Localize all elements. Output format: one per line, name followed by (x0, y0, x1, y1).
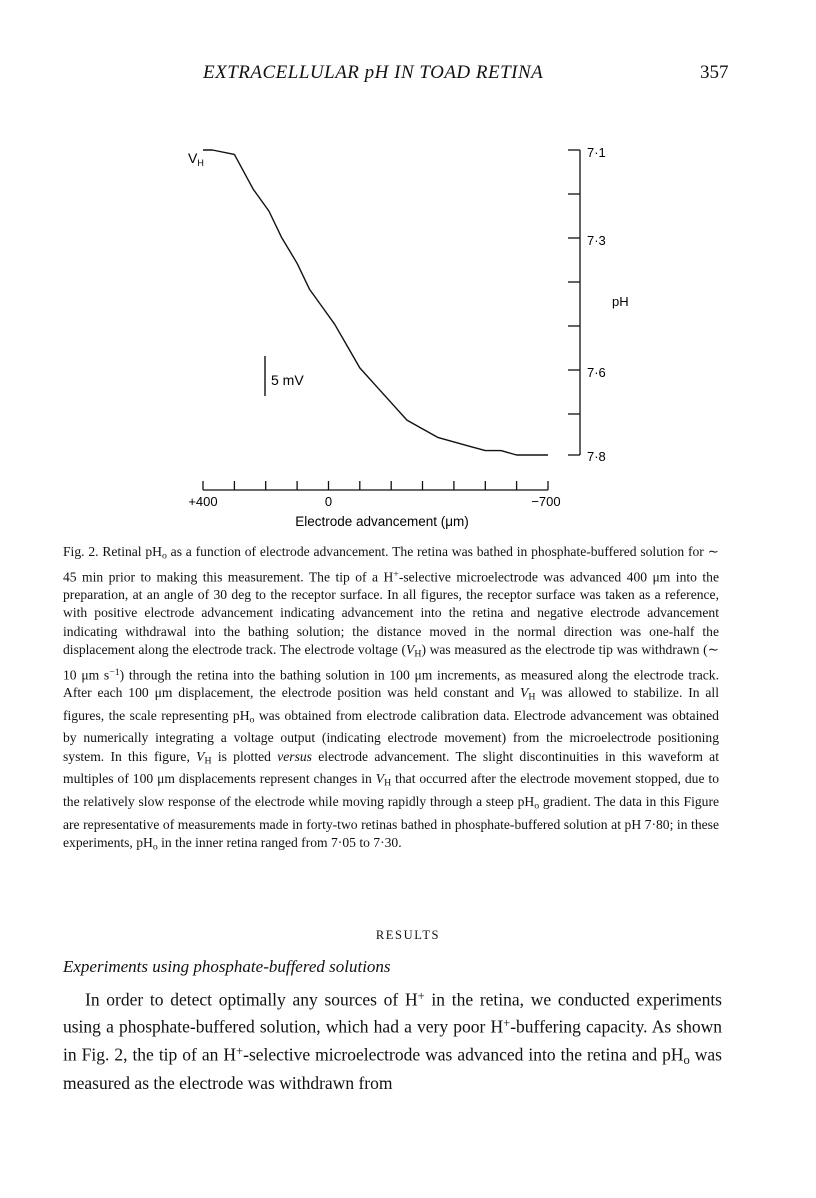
caption-fig-label: Fig. 2. (63, 544, 99, 559)
x-tick-label: 0 (324, 494, 333, 509)
running-title: EXTRACELLULAR pH IN TOAD RETINA (203, 62, 544, 83)
x-axis-title: Electrode advancement (μm) (295, 514, 469, 529)
x-axis (188, 481, 560, 529)
ph-axis-title: pH (612, 294, 629, 309)
subsection-heading: Experiments using phosphate-buffered solutions (63, 957, 391, 976)
x-tick-label: −700 (531, 494, 561, 509)
running-header (0, 62, 816, 86)
ph-tick-label: 7·3 (587, 233, 606, 248)
figure-svg (0, 120, 816, 540)
trace-group (203, 150, 548, 455)
scale-bar-label: 5 mV (271, 372, 304, 388)
caption-text: Fig. 2. Retinal $pH_o$ as a function of electrode advancement. The retina was bathed in phosphate-buffered solution for ∼ 45 min prior to making this measurement. The tip of a H+-selective microelectrode was advanced 400 μm into the preparation, at an angle of 30 deg to the receptor surface. In all figures, the receptor surface was taken as a reference, with positive electrode advancement indicating advancement into the retina and negative electrode advancement indicating withdrawal into the bathing solution; the distance moved in the normal direction was one-half the displacement along the electrode track. The electrode voltage $(V_H)$ was measured as the electrode tip was withdrawn (∼ 10 μm $s^{-1}$) through the retina into the bathing solution in 100 μm increments, as measured along the electrode track. After each 100 μm displacement, the electrode position was held constant and $V_H$ was allowed to stabilize. In all figures, the scale representing $pH_o$ was obtained from electrode calibration data. Electrode advancement was obtained by numerically integrating a voltage output (indicating electrode movement) from the microelectrode positioning system. In this figure, $V_H$ is plotted versus electrode advancement. The slight discontinuities in this waveform at multiples of 100 μm displacements represent changes in $V_H$ that occurred after the electrode movement stopped, due to the relatively slow response of the electrode while moving rapidly through a steep $pH_o$ gradient. The data in this Figure are representative of measurements made in forty-two retinas bathed in phosphate-buffered solution at pH 7·80; in these experiments, $pH_o$ in the inner retina ranged from 7·05 to 7·30. (63, 544, 720, 853)
page-number: 357 (700, 62, 729, 83)
results-heading: RESULTS (375, 928, 441, 942)
x-tick-label: +400 (188, 494, 218, 509)
trace-label: $V_H$ (188, 150, 204, 168)
ph-axis (568, 145, 629, 464)
ph-tick-label: 7·1 (587, 145, 606, 160)
body-paragraph: In order to detect optimally any sources of H+ in the retina, we conducted experiments using a phosphate-buffered solution, which had a very poor H+-buffering capacity. As shown in Fig. 2, the tip of an H+-selective microelectrode was advanced into the retina and $pH_o$ was measured as the electrode was withdrawn from (63, 989, 723, 1093)
series-line (203, 150, 548, 455)
ph-tick-label: 7·8 (587, 449, 606, 464)
figure-2 (0, 120, 816, 540)
ph-tick-label: 7·6 (587, 365, 606, 380)
figure-caption (63, 543, 719, 856)
